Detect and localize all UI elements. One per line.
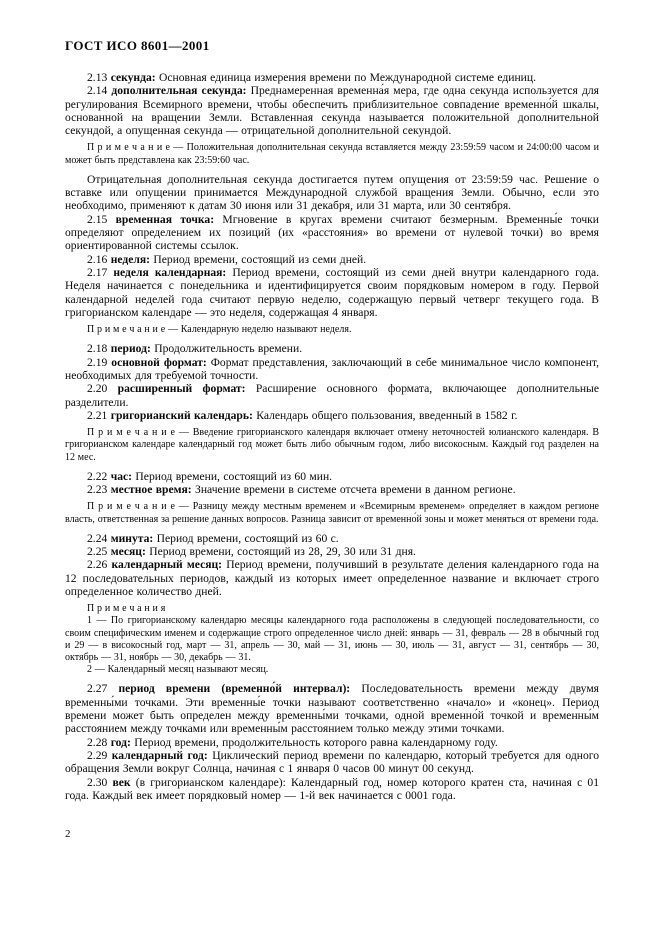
term-definition: 2.15 временная точка: Мгновение в кругах времени считают безмерным. Временны́е точки определяют определением их позиций (их «расстояния» во времени от нулевой точки) во время ориентированной системы ссылок. xyxy=(65,212,599,253)
term-name: период: xyxy=(110,342,151,356)
term-name: месяц: xyxy=(110,545,146,559)
term-definition: 2.26 календарный месяц: Период времени, получивший в результате деления календарного года на 12 последовательных периодов, каждый из которых имеет определенное название и включает строго определенное количество дней. xyxy=(65,558,599,598)
term-name: временная точка: xyxy=(115,212,215,226)
term-definition: 2.17 неделя календарная: Период времени, состоящий из семи дней внутри календарного года. Неделя начинается с понедельника и идентифицируется своим порядковым номером в году. Первой календарной неделей года считают первую неделю, содержащую первый четверг текущего года. В григорианском календаре — это неделя, содержащая 4 января. xyxy=(65,265,600,319)
term-number: 2.14 xyxy=(87,84,112,98)
page-number: 2 xyxy=(65,828,71,840)
term-name: секунда: xyxy=(110,71,156,84)
term-name: григорианский календарь: xyxy=(110,408,253,422)
note-line: П р и м е ч а н и е — Календарную неделю называют неделя. xyxy=(87,324,352,336)
term-number: 2.30 xyxy=(87,775,113,789)
term-definition: 2.23 местное время: Значение времени в системе отсчета времени в данном регионе. xyxy=(87,483,516,497)
note-block xyxy=(65,603,599,676)
term-definition: 2.27 период времени (временно́й интервал): Последовательность времени между двумя временны́ми точками. Эти временны́е точки называют соответственно «начало» и «конец». Период времени может быть определен между временны́ми точками, одной временно́й точкой и временны́м расстоянием между точками или временны́м расстоянием только между этими точками. xyxy=(65,682,599,736)
note-line: П р и м е ч а н и я xyxy=(87,603,166,615)
note-block xyxy=(65,501,599,525)
term-number: 2.25 xyxy=(87,545,111,559)
note-line: 1 — По григорианскому календарю месяцы календарного года расположены в следующей последовательности, со своим специфическим именем и содержащие строго определенное число дней: январь — 31, февраль — 28 в обычный год и 29 — в високосный год, март — 31, апрель — 30, май — 31, июнь — 30, июль — 31, август — 31, сентябрь — 30, октябрь — 31, ноябрь — 30, декабрь — 31. xyxy=(65,615,599,664)
term-definition: 2.30 век (в григорианском календаре): Календарный год, номер которого кратен ста, начиная с 01 года. Каждый век имеет порядковый номер — 1-й век начинается с 0001 года. xyxy=(65,775,600,802)
term-definition: 2.19 основной формат: Формат представления, заключающий в себе минимальное число компонент, необходимых для требуемой точности. xyxy=(65,355,599,382)
term-definition: 2.16 неделя: Период времени, состоящий из семи дней. xyxy=(87,252,367,266)
term-name: расширенный формат: xyxy=(117,382,246,396)
term-name: дополнительная секунда: xyxy=(111,84,247,98)
term-number: 2.23 xyxy=(87,483,111,497)
term-name: год: xyxy=(110,735,131,749)
term-name: основной формат: xyxy=(111,355,207,369)
term-definition: 2.20 расширенный формат: Расширение основного формата, включающее дополнительные разделители. xyxy=(65,382,599,409)
term-definition: 2.29 календарный год: Циклический период времени по календарю, который требуется для одного обращения Земли вокруг Солнца, начиная с 1 января 0 часов 00 минут 00 секунд. xyxy=(65,748,600,776)
term-number: 2.19 xyxy=(87,355,112,369)
term-number: 2.29 xyxy=(87,748,112,762)
term-definition: 2.25 месяц: Период времени, состоящий из 28, 29, 30 или 31 дня. xyxy=(87,545,416,559)
term-name: неделя календарная: xyxy=(113,265,227,279)
note-line: П р и м е ч а н и е — Разницу между местным временем и «Всемирным временем» определяет в каждом регионе власть, ответственная за решение данных вопросов. Разница зависит от временно́й зоны и может меняться от времени года. xyxy=(65,501,599,525)
term-name: календарный месяц: xyxy=(111,558,223,572)
term-number: 2.13 xyxy=(87,71,111,84)
term-number: 2.20 xyxy=(87,382,118,396)
note-block xyxy=(65,142,599,166)
term-definition: 2.21 григорианский календарь: Календарь общего пользования, введенный в 1582 г. xyxy=(87,408,518,422)
term-number: 2.28 xyxy=(87,735,111,749)
term-number: 2.16 xyxy=(87,252,111,266)
term-name: местное время: xyxy=(110,483,192,497)
term-definition: 2.13 секунда: Основная единица измерения времени по Международной системе единиц. xyxy=(87,71,536,84)
term-name: календарный год: xyxy=(111,748,208,762)
term-name: неделя: xyxy=(110,252,151,266)
term-number: 2.26 xyxy=(87,558,112,572)
term-name: период времени (временно́й интервал): xyxy=(118,682,351,696)
term-name: век xyxy=(112,775,131,789)
document-body xyxy=(65,71,599,802)
term-name: минута: xyxy=(110,531,154,545)
term-name: час: xyxy=(110,469,133,483)
term-number: 2.17 xyxy=(87,265,114,279)
note-line: П р и м е ч а н и е — Положительная дополнительная секунда вставляется между 23:59:59 часом и 24:00:00 часом и может быть представлена как 23:59:60 час. xyxy=(65,142,599,166)
term-number: 2.18 xyxy=(87,342,111,356)
paragraph: Отрицательная дополнительная секунда достигается путем опущения от 23:59:59 час. Решение о вставке или опущении принимается Международной службой вращения Земли. Обычно, если это необходимо, применяют к датам 30 июня или 31 декабря, или 31 марта, или 30 сентября. xyxy=(65,172,599,213)
term-number: 2.22 xyxy=(87,469,111,483)
term-definition: 2.22 час: Период времени, состоящий из 60 мин. xyxy=(87,469,333,483)
term-number: 2.27 xyxy=(87,682,119,696)
term-number: 2.24 xyxy=(87,531,111,545)
term-definition: 2.14 дополнительная секунда: Преднамеренная временна́я мера, где одна секунда используется для регулирования Всемирного времени, чтобы обеспечить приблизительное совпадение временно́й шкалы, основанной на вращении Земли. Вставленная секунда называется положительной дополнительной секундой, а опущенная секунда — отрицательной дополнительной секундой. xyxy=(65,84,599,138)
document-header: ГОСТ ИСО 8601—2001 xyxy=(65,38,210,53)
term-definition: 2.18 период: Продолжительность времени. xyxy=(87,342,303,356)
term-number: 2.21 xyxy=(87,408,111,422)
note-line: 2 — Календарный месяц называют месяц. xyxy=(87,664,269,676)
term-number: 2.15 xyxy=(87,212,116,226)
term-definition: 2.28 год: Период времени, продолжительность которого равна календарному году. xyxy=(87,735,498,749)
note-line: П р и м е ч а н и е — Введение григорианского календаря включает отмену неточностей юлианского календаря. В григорианском календаре календарный год может быть либо обычным годом, либо високосным. Каждый год разделен на 12 мес. xyxy=(65,427,599,463)
note-block xyxy=(65,324,599,336)
term-definition: 2.24 минута: Период времени, состоящий из 60 с. xyxy=(87,531,339,545)
note-block xyxy=(65,427,599,464)
